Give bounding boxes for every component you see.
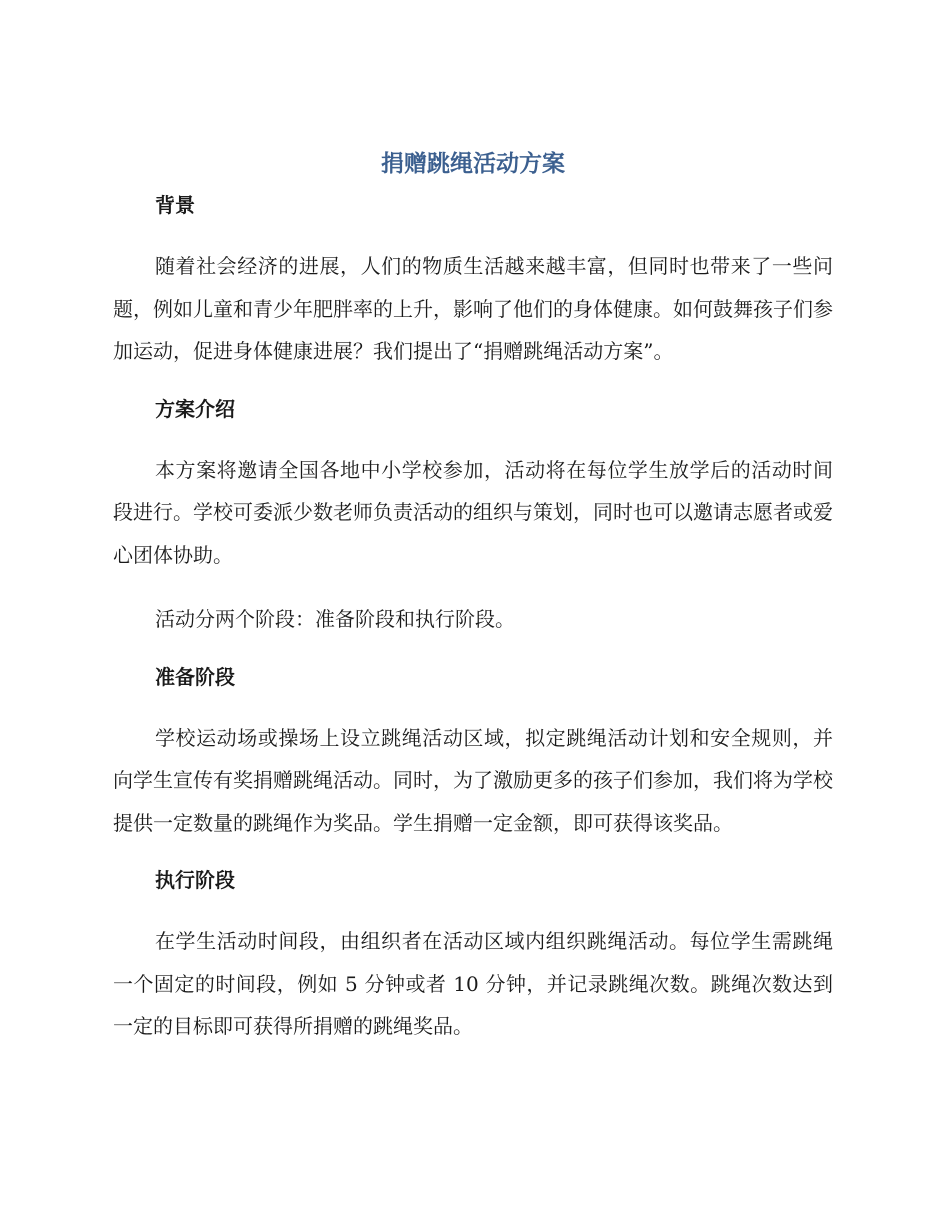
- section-heading-background: 背景: [155, 193, 195, 217]
- paragraph-background-1: 随着社会经济的进展，人们的物质生活越来越丰富，但同时也带来了一些问题，例如儿童和青少年肥胖率的上升，影响了他们的身体健康。如何鼓舞孩子们参加运动，促进身体健康进展？我们提出了“捐赠跳绳活动方案”。: [113, 254, 833, 363]
- paragraph-exec-1: 在学生活动时间段，由组织者在活动区域内组织跳绳活动。每位学生需跳绳一个固定的时间段，例如 5 分钟或者 10 分钟，并记录跳绳次数。跳绳次数达到一定的目标即可获得所捐赠的跳绳奖品。: [113, 929, 833, 1038]
- section-heading-intro: 方案介绍: [155, 396, 235, 421]
- paragraph-prep-1: 学校运动场或操场上设立跳绳活动区域，拟定跳绳活动计划和安全规则，并向学生宣传有奖捐赠跳绳活动。同时，为了激励更多的孩子们参加，我们将为学校提供一定数量的跳绳作为奖品。学生捐赠一定金额，即可获得该奖品。: [113, 725, 833, 835]
- paragraph-intro-1: 本方案将邀请全国各地中小学校参加，活动将在每位学生放学后的活动时间段进行。学校可委派少数老师负责活动的组织与策划，同时也可以邀请志愿者或爱心团体协助。: [113, 457, 833, 567]
- document-page: [113, 143, 833, 1048]
- paragraph-intro-2: 活动分两个阶段：准备阶段和执行阶段。: [155, 607, 515, 631]
- section-heading-prep: 准备阶段: [155, 664, 235, 689]
- section-heading-exec: 执行阶段: [155, 868, 235, 892]
- document-title: 捐赠跳绳活动方案: [381, 151, 565, 177]
